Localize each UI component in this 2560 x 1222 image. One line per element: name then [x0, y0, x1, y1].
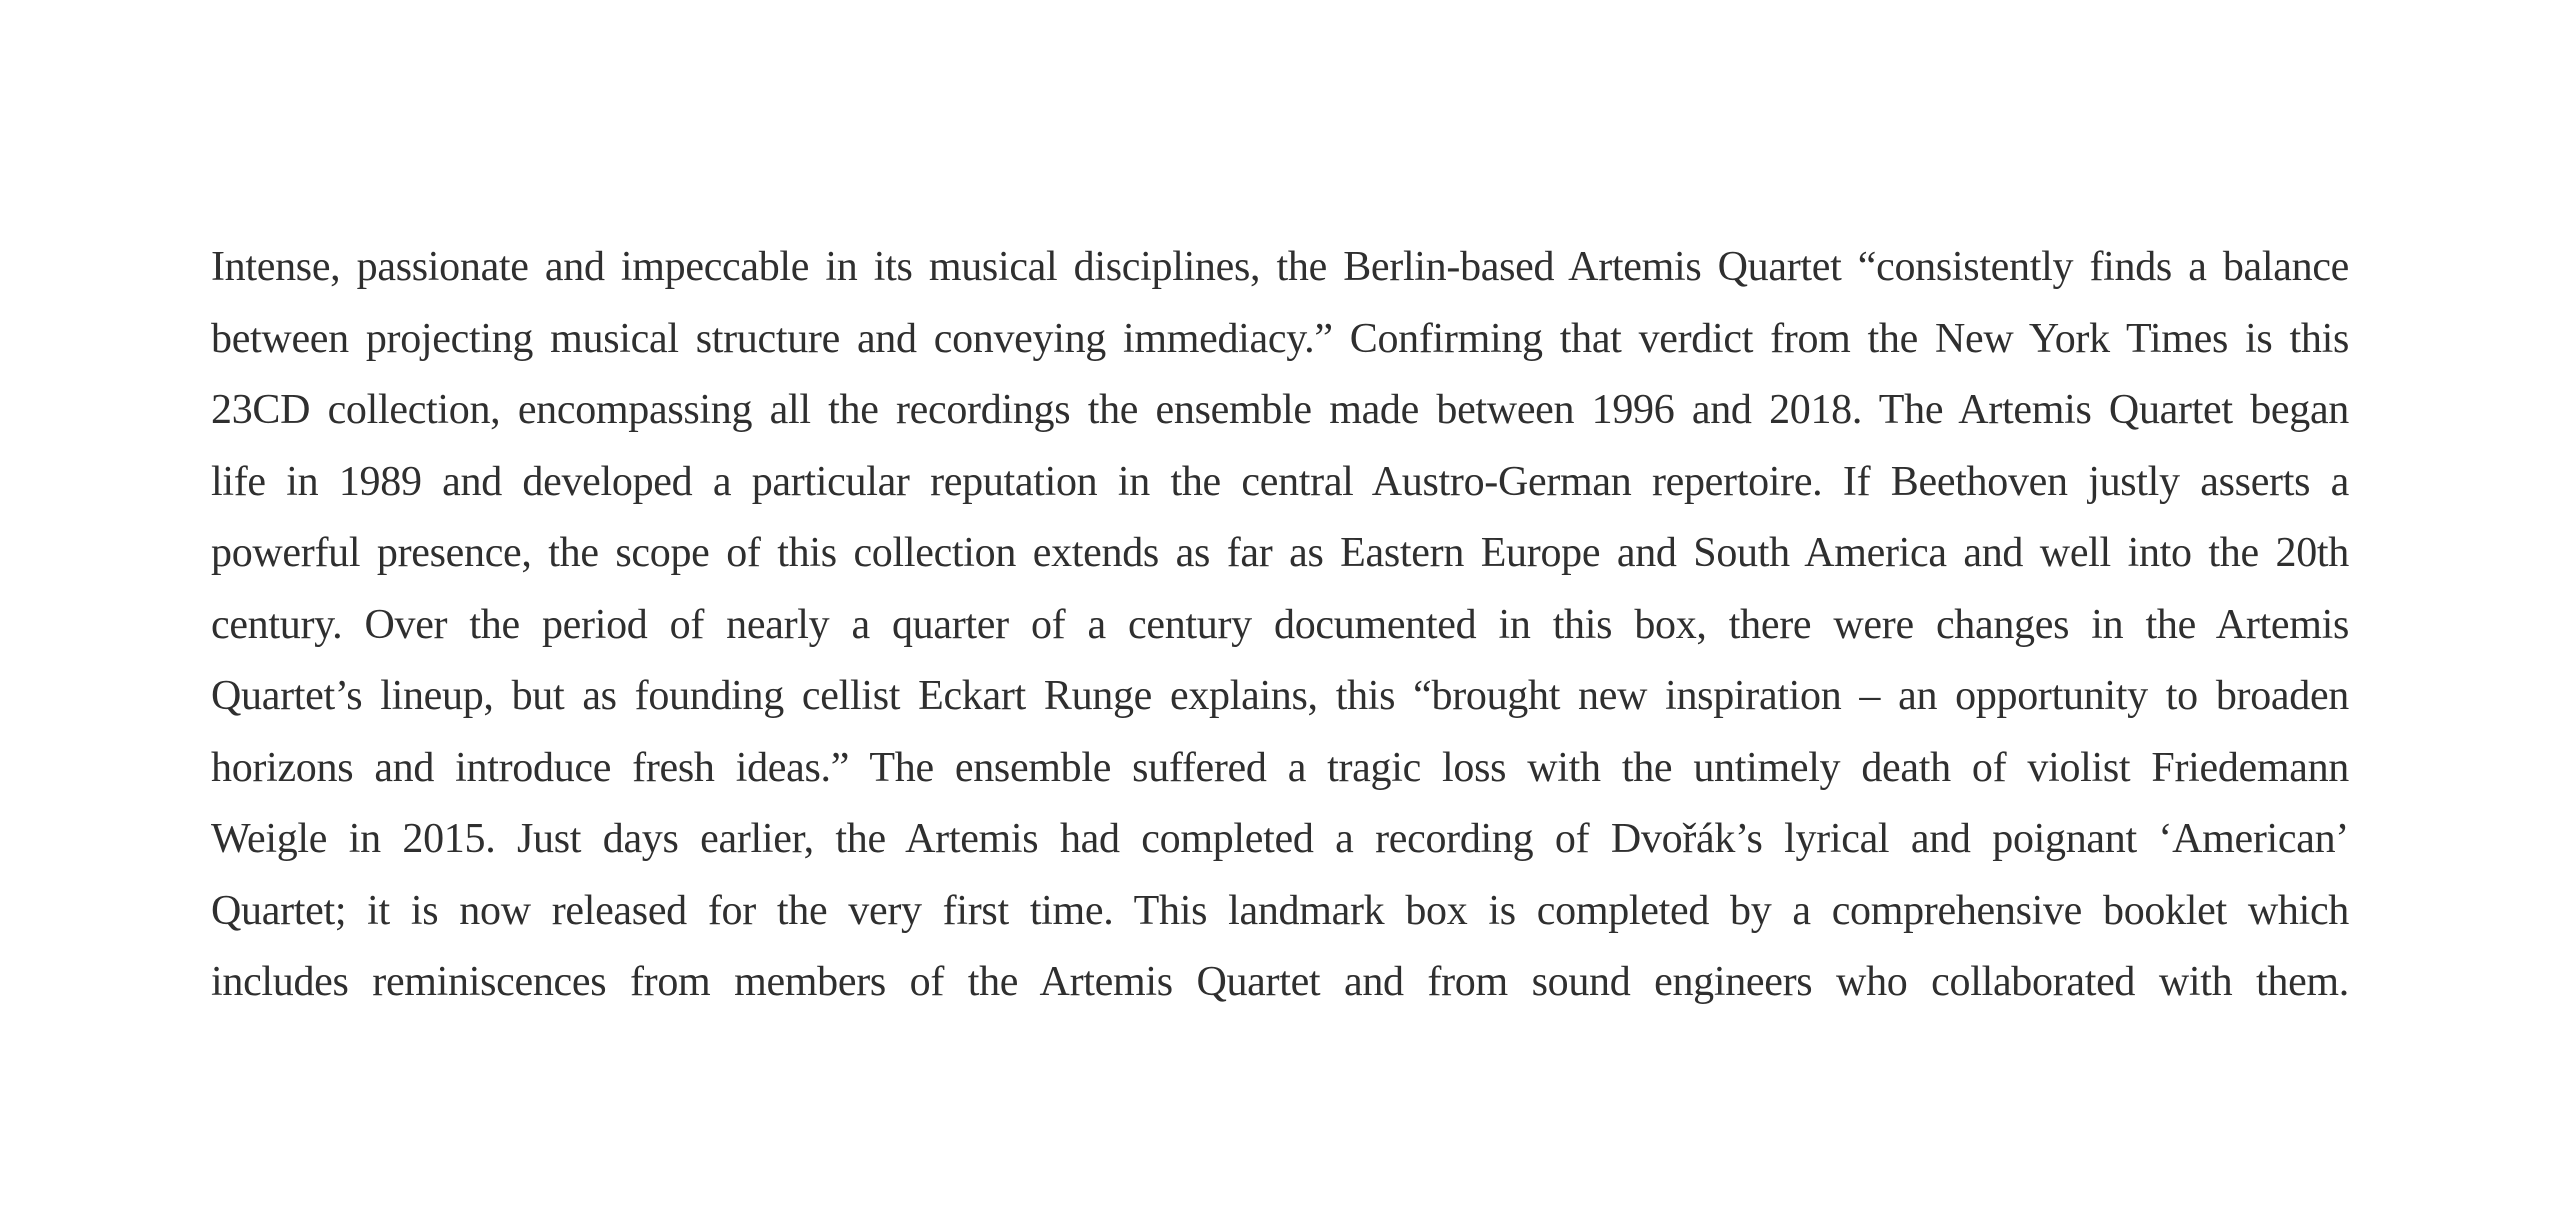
description-line: Intense, passionate and impeccable in its musical disciplines, the Berlin-based Artemis Quartet “consistently finds a balance — [211, 244, 2349, 290]
description-line: includes reminiscences from members of the Artemis Quartet and from sound engineers who collaborated with them. — [211, 959, 2349, 1005]
product-description — [211, 232, 2349, 1019]
description-line: century. Over the period of nearly a quarter of a century documented in this box, there were changes in the Artemis — [211, 601, 2349, 648]
description-line: horizons and introduce fresh ideas.” The ensemble suffered a tragic loss with the untimely death of violist Friedemann — [211, 744, 2349, 791]
description-line: between projecting musical structure and conveying immediacy.” Confirming that verdict from the New York Times is this — [211, 315, 2349, 362]
description-line: Quartet; it is now released for the very first time. This landmark box is completed by a comprehensive booklet which — [211, 887, 2349, 934]
description-line: powerful presence, the scope of this collection extends as far as Eastern Europe and South America and well into the 20th — [211, 530, 2349, 576]
description-line: life in 1989 and developed a particular reputation in the central Austro-German repertoire. If Beethoven justly asserts a — [211, 458, 2349, 505]
description-line: Quartet’s lineup, but as founding cellist Eckart Runge explains, this “brought new inspiration – an opportunity to broaden — [211, 673, 2349, 719]
description-line: 23CD collection, encompassing all the recordings the ensemble made between 1996 and 2018. The Artemis Quartet began — [211, 387, 2349, 433]
description-line: Weigle in 2015. Just days earlier, the Artemis had completed a recording of Dvořák’s lyrical and poignant ‘American’ — [211, 816, 2349, 862]
